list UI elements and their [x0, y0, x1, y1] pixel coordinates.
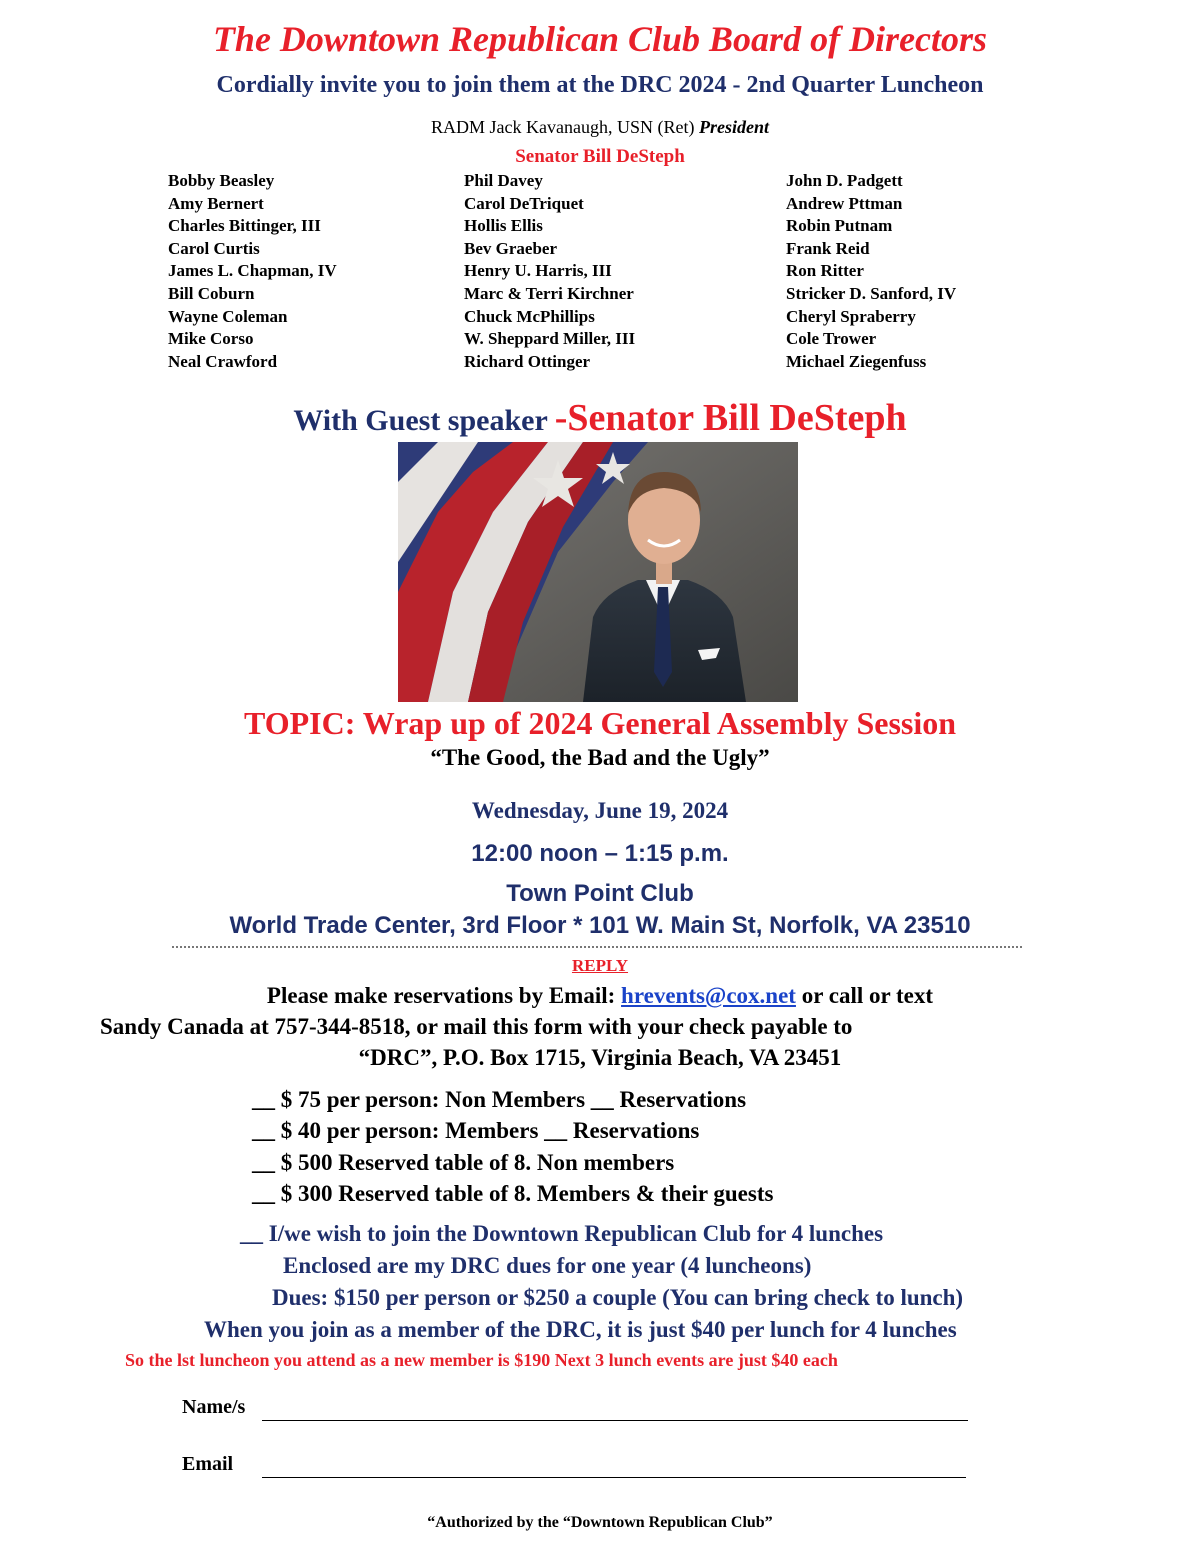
- guest-speaker-name: -Senator Bill DeSteph: [554, 397, 907, 439]
- director-name: Ron Ritter: [786, 261, 864, 281]
- membership-join-line: __ I/we wish to join the Downtown Republican Club for 4 lunches: [240, 1221, 884, 1246]
- president-title: President: [698, 117, 769, 137]
- invitation-line: Cordially invite you to join them at the DRC 2024 - 2nd Quarter Luncheon: [216, 72, 984, 98]
- director-name: Bev Graeber: [464, 238, 557, 258]
- authorization-footer: “Authorized by the “Downtown Republican Club”: [427, 1514, 773, 1531]
- membership-first-luncheon-note: So the lst luncheon you attend as a new member is $190 Next 3 lunch events are just $40 each: [125, 1350, 838, 1370]
- guest-speaker-heading: [0, 396, 1200, 440]
- director-name: Michael Ziegenfuss: [786, 351, 927, 371]
- director-name: Richard Ottinger: [464, 351, 591, 371]
- director-name: Stricker D. Sanford, IV: [786, 283, 957, 303]
- director-name: Andrew Pttman: [786, 193, 903, 213]
- speaker-photo: [398, 442, 798, 702]
- director-name: Henry U. Harris, III: [464, 261, 612, 281]
- price-option-non-members: __ $ 75 per person: Non Members __ Reservations: [252, 1087, 747, 1112]
- director-name: James L. Chapman, IV: [168, 261, 337, 281]
- reservation-instructions-line-1: [0, 983, 1200, 1009]
- dotted-divider: [172, 946, 1022, 948]
- director-name: Chuck McPhillips: [464, 306, 595, 326]
- director-name: Hollis Ellis: [464, 216, 543, 236]
- price-option-members: __ $ 40 per person: Members __ Reservations: [252, 1118, 700, 1143]
- membership-benefit: When you join as a member of the DRC, it is just $40 per lunch for 4 lunches: [204, 1317, 957, 1342]
- director-name: Marc & Terri Kirchner: [464, 283, 634, 303]
- membership-dues-amount: Dues: $150 per person or $250 a couple (You can bring check to lunch): [272, 1285, 964, 1310]
- event-address: World Trade Center, 3rd Floor * 101 W. Main St, Norfolk, VA 23510: [229, 912, 971, 939]
- membership-dues-enclosed: Enclosed are my DRC dues for one year (4 luncheons): [283, 1253, 812, 1278]
- reservation-instructions-line-2: Sandy Canada at 757-344-8518, or mail this form with your check payable to: [100, 1014, 853, 1039]
- event-venue: Town Point Club: [506, 880, 694, 907]
- featured-director: Senator Bill DeSteph: [515, 146, 685, 167]
- speaker-portrait-illustration: [398, 442, 798, 702]
- director-name: Carol Curtis: [168, 238, 260, 258]
- reply-heading: REPLY: [571, 956, 629, 975]
- directors-column-2: [464, 170, 635, 373]
- director-name: John D. Padgett: [786, 171, 903, 190]
- topic-quote: “The Good, the Bad and the Ugly”: [430, 745, 770, 770]
- director-name: W. Sheppard Miller, III: [464, 329, 636, 349]
- reservation-email-lead: Please make reservations by Email:: [266, 983, 622, 1008]
- name-field-line[interactable]: [262, 1420, 968, 1421]
- director-name: Bobby Beasley: [168, 171, 275, 190]
- price-option-table-non-members: __ $ 500 Reserved table of 8. Non members: [252, 1150, 675, 1175]
- president-line: [0, 117, 1200, 138]
- reservation-address-line: “DRC”, P.O. Box 1715, Virginia Beach, VA 23451: [358, 1045, 842, 1070]
- topic-heading: TOPIC: Wrap up of 2024 General Assembly Session: [243, 705, 957, 741]
- directors-column-1: [168, 170, 337, 373]
- name-field-label: Name/s: [182, 1396, 246, 1418]
- director-name: Cheryl Spraberry: [786, 306, 916, 326]
- directors-column-3: [786, 170, 956, 373]
- director-name: Frank Reid: [786, 238, 870, 258]
- director-name: Amy Bernert: [168, 193, 264, 213]
- event-time: 12:00 noon – 1:15 p.m.: [471, 840, 729, 867]
- price-option-table-members: __ $ 300 Reserved table of 8. Members & their guests: [252, 1181, 774, 1206]
- director-name: Mike Corso: [168, 329, 254, 349]
- director-name: Bill Coburn: [168, 283, 255, 303]
- director-name: Neal Crawford: [168, 351, 278, 371]
- event-date: Wednesday, June 19, 2024: [471, 798, 729, 823]
- email-field-line[interactable]: [262, 1477, 966, 1478]
- director-name: Charles Bittinger, III: [168, 216, 321, 236]
- director-name: Wayne Coleman: [168, 306, 288, 326]
- reservation-email-link[interactable]: hrevents@cox.net: [621, 983, 796, 1008]
- page-title: The Downtown Republican Club Board of Directors: [212, 19, 988, 59]
- email-field-label: Email: [182, 1453, 234, 1475]
- director-name: Robin Putnam: [786, 216, 893, 236]
- president-name: RADM Jack Kavanaugh, USN (Ret): [431, 117, 695, 137]
- reservation-call-text: or call or text: [795, 983, 934, 1008]
- guest-speaker-lead: With Guest speaker: [293, 404, 555, 437]
- director-name: Phil Davey: [464, 171, 543, 190]
- director-name: Cole Trower: [786, 329, 877, 349]
- director-name: Carol DeTriquet: [464, 193, 584, 213]
